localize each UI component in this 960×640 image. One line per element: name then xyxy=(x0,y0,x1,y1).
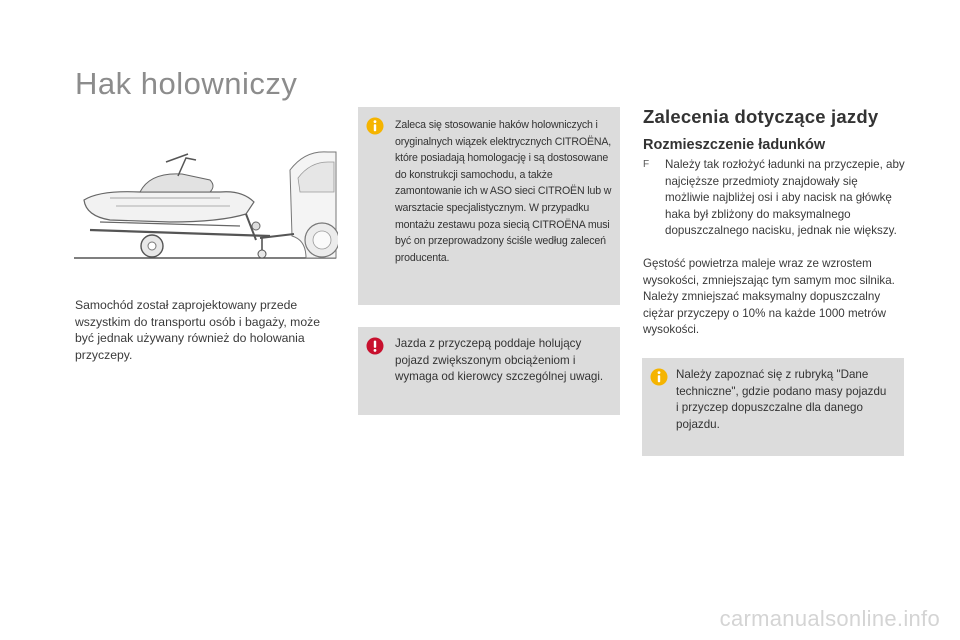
bullet-marker: F xyxy=(643,159,650,170)
altitude-paragraph: Gęstość powietrza maleje wraz ze wzrostem wysokości, zmniejszając tym samym moc silnika. Należy zmniejszać maksymalny dopuszczalny ciężar przyczepy o 10% na każde 1000 metrów wysokości. xyxy=(643,257,895,336)
driving-section-title: Zalecenia dotyczące jazdy xyxy=(643,106,879,127)
intro-paragraph: Samochód został zaprojektowany przede wszystkim do transportu osób i bagaży, może być jednak używany również do holowania przyczepy. xyxy=(75,298,320,362)
info-icon xyxy=(650,368,668,386)
load-distribution-title: Rozmieszczenie ładunków xyxy=(643,137,826,153)
trailer-illustration xyxy=(70,140,338,264)
info-note-text: Zaleca się stosowanie haków holowniczych i oryginalnych wiązek elektrycznych CITROËNA, które posiadają homologację i są dostosowane do konstrukcji samochodu, a także zamontowanie ich w ASO sieci CITROËN lub w warsztacie specjalistycznym. W przypadku montażu zestawu poza siecią CITROËNA musi być on przeprowadzony ściśle według zaleceń producenta. xyxy=(395,119,612,264)
warning-note xyxy=(358,327,620,415)
tech-data-note-text: Należy zapoznać się z rubryką "Dane techniczne", gdzie podano masy pojazdu i przyczep dopuszczalne dla danego pojazdu. xyxy=(676,368,887,431)
warning-icon xyxy=(366,337,384,355)
info-note xyxy=(358,107,620,305)
page-title: Hak holowniczy xyxy=(75,66,298,101)
load-bullet xyxy=(643,157,905,240)
tech-data-note xyxy=(642,358,904,456)
info-icon xyxy=(366,117,384,135)
watermark: carmanualsonline.info xyxy=(719,606,940,631)
load-bullet-text: Należy tak rozłożyć ładunki na przyczepie, aby najcięższe przedmioty znajdowały się możliwie najbliżej osi i aby nacisk na główkę haka był zbliżony do maksymalnego dopuszczalnego nacisku, jednak nie większy. xyxy=(665,158,905,237)
warning-note-text: Jazda z przyczepą poddaje holujący pojazd zwiększonym obciążeniom i wymaga od kierowcy szczególnej uwagi. xyxy=(395,337,604,383)
